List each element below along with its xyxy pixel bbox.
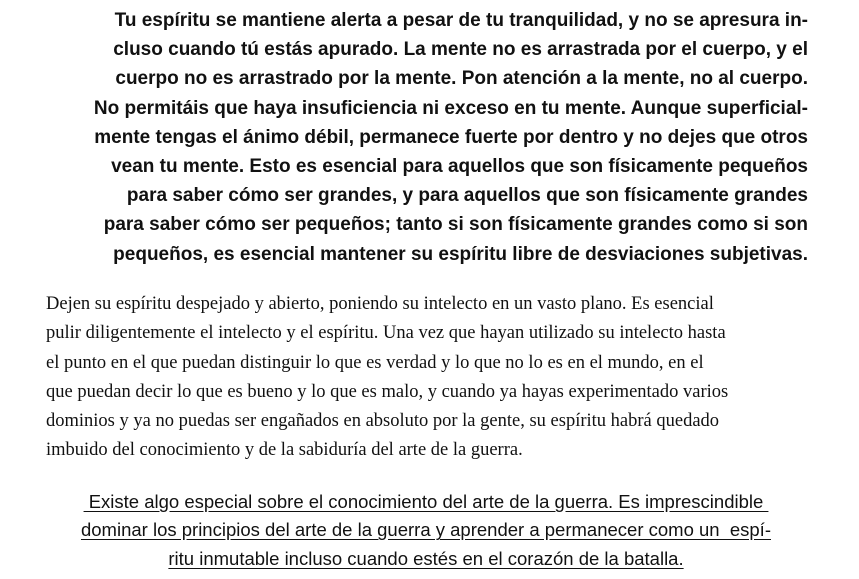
serif-paragraph-line: dominios y ya no puedas ser engañados en absoluto por la gente, su espíritu habrá quedado — [46, 411, 720, 432]
bold-paragraph-line: para saber cómo ser pequeños; tanto si son físicamente grandes como si son — [103, 214, 808, 236]
serif-paragraph-line: pulir diligentemente el intelecto y el espíritu. Una vez que hayan utilizado su intelecto hasta — [46, 323, 726, 344]
underlined-paragraph — [44, 488, 808, 573]
bold-paragraph-line: pequeños, es esencial mantener su espíritu libre de desviaciones subjetivas. — [113, 243, 808, 265]
bold-paragraph — [44, 6, 808, 269]
bold-paragraph-line: mente tengas el ánimo débil, permanece fuerte por dentro y no dejes que otros — [94, 126, 808, 148]
underlined-paragraph-line: ritu inmutable incluso cuando estés en el corazón de la batalla. — [168, 547, 684, 569]
bold-paragraph-line: vean tu mente. Esto es esencial para aquellos que son físicamente pequeños — [111, 156, 808, 178]
serif-paragraph-line: que puedan decir lo que es bueno y lo que es malo, y cuando ya hayas experimentado varios — [46, 381, 729, 402]
serif-paragraph-line: imbuido del conocimiento y de la sabiduría del arte de la guerra. — [46, 440, 523, 461]
serif-paragraph — [46, 290, 806, 466]
bold-paragraph-line: cuerpo no es arrastrado por la mente. Pon atención a la mente, no al cuerpo. — [115, 68, 808, 90]
underlined-paragraph-line: dominar los principios del arte de la guerra y aprender a permanecer como un espí- — [80, 519, 771, 541]
bold-paragraph-line: para saber cómo ser grandes, y para aquellos que son físicamente grandes — [126, 185, 808, 207]
bold-paragraph-line: Tu espíritu se mantiene alerta a pesar de tu tranquilidad, y no se apresura in- — [114, 10, 808, 31]
bold-paragraph-line: No permitáis que haya insuficiencia ni exceso en tu mente. Aunque superficial- — [93, 97, 808, 119]
serif-paragraph-line: el punto en el que puedan distinguir lo que es verdad y lo que no lo es en el mundo, en el — [46, 352, 704, 373]
serif-paragraph-line: Dejen su espíritu despejado y abierto, poniendo su intelecto en un vasto plano. Es esencial — [46, 294, 714, 314]
bold-paragraph-line: cluso cuando tú estás apurado. La mente no es arrastrada por el cuerpo, y el — [113, 39, 808, 61]
underlined-paragraph-line: Existe algo especial sobre el conocimiento del arte de la guerra. Es imprescindible — [83, 491, 769, 512]
